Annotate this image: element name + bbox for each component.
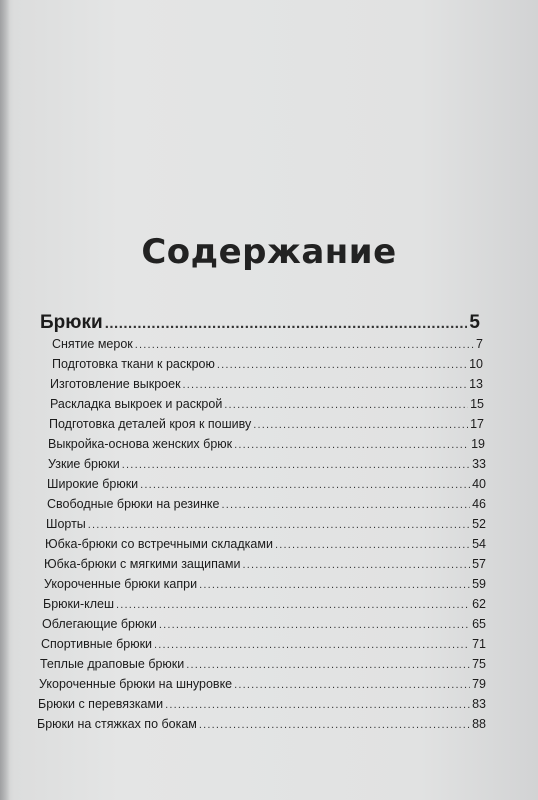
toc-entry: [43, 597, 486, 611]
toc-entry-page: 52: [472, 517, 486, 531]
toc-entry: [39, 677, 486, 691]
toc-entry-label: Раскладка выкроек и раскрой: [50, 397, 223, 411]
toc-entry: [52, 337, 483, 351]
toc-entry-label: Укороченные брюки капри: [44, 577, 198, 591]
toc-entry-label: Узкие брюки: [48, 457, 120, 471]
toc-entry-page: 17: [470, 417, 484, 431]
toc-entry-label: Подготовка деталей кроя к пошиву: [49, 417, 252, 431]
toc-entry-page: 59: [472, 577, 486, 591]
toc-entry: [41, 637, 486, 651]
toc-entry: [42, 617, 486, 631]
toc-entry-page: 62: [472, 597, 486, 611]
toc-entry: [46, 517, 486, 531]
toc-entry-page: 10: [469, 357, 483, 371]
toc-leader-dots: [275, 539, 470, 551]
toc-leader-dots: [88, 519, 470, 531]
toc-entry-page: 57: [472, 557, 486, 571]
toc-leader-dots: [221, 499, 470, 511]
toc-entry: [50, 377, 483, 391]
toc-entry-label: Брюки с перевязками: [38, 697, 164, 711]
toc-entry-label: Брюки-клеш: [43, 597, 115, 611]
toc-leader-dots: [234, 679, 470, 691]
toc-entry-label: Брюки на стяжках по бокам: [37, 717, 197, 731]
toc-entry-label: Теплые драповые брюки: [40, 657, 185, 671]
toc-entry-page: 40: [472, 477, 486, 491]
toc-entry-label: Широкие брюки: [47, 477, 139, 491]
toc-leader-dots: [234, 439, 469, 451]
toc-entry: [44, 557, 486, 571]
toc-leader-dots: [116, 599, 470, 611]
toc-leader-dots: [217, 359, 467, 371]
toc-entry-page: 75: [472, 657, 486, 671]
toc-entry-page: 83: [472, 697, 486, 711]
toc-leader-dots: [183, 379, 468, 391]
toc-entry: [48, 457, 486, 471]
toc-entry-label: Свободные брюки на резинке: [47, 497, 220, 511]
toc-entry-page: 71: [472, 637, 486, 651]
toc-entry-page: 79: [472, 677, 486, 691]
toc-entry-page: 19: [471, 437, 485, 451]
page-title: Содержание: [141, 232, 397, 272]
toc-section-page: 5: [469, 312, 480, 333]
toc-entry-label: Подготовка ткани к раскрою: [52, 357, 215, 371]
toc-entry-label: Юбка-брюки со встречными складками: [45, 537, 273, 551]
toc-entry-label: Шорты: [46, 517, 86, 531]
toc-leader-dots: [165, 699, 470, 711]
toc-entry-label: Изготовление выкроек: [50, 377, 181, 391]
toc-section-label: Брюки: [40, 312, 103, 333]
toc-leader-dots: [242, 559, 470, 571]
toc-section-row: [40, 312, 480, 334]
toc-entry-page: 54: [472, 537, 486, 551]
toc-entry: [44, 577, 486, 591]
toc-leader-dots: [186, 659, 470, 671]
toc-entry: [40, 657, 486, 671]
toc-leader-dots: [122, 459, 470, 471]
toc-entry: [38, 697, 486, 711]
toc-leader-dots: [199, 719, 470, 731]
toc-leader-dots: [140, 479, 470, 491]
toc-entry-page: 65: [472, 617, 486, 631]
toc-leader-dots: [224, 399, 468, 411]
toc-entry-page: 88: [472, 717, 486, 731]
toc-entry: [49, 417, 484, 431]
toc-entry-page: 7: [476, 337, 483, 351]
toc-entry-page: 13: [469, 377, 483, 391]
toc-leader-dots: [253, 419, 468, 431]
toc-entry: [48, 437, 485, 451]
toc-entry-label: Выкройка-основа женских брюк: [48, 437, 233, 451]
toc-leader-dots: [199, 579, 470, 591]
toc-leader-dots: [105, 315, 468, 332]
toc-leader-dots: [154, 639, 470, 651]
toc-entry: [47, 497, 486, 511]
toc-entry-label: Юбка-брюки с мягкими защипами: [44, 557, 241, 571]
toc-entry: [50, 397, 484, 411]
toc-entry-label: Укороченные брюки на шнуровке: [39, 677, 233, 691]
toc-leader-dots: [135, 339, 474, 351]
toc-entry: [47, 477, 486, 491]
toc-entry-page: 46: [472, 497, 486, 511]
toc-entry-label: Снятие мерок: [52, 337, 133, 351]
toc-entry-page: 15: [470, 397, 484, 411]
toc-leader-dots: [159, 619, 470, 631]
toc-entry: [52, 357, 483, 371]
toc-entry: [45, 537, 486, 551]
toc-entry-label: Спортивные брюки: [41, 637, 153, 651]
toc-entry-label: Облегающие брюки: [42, 617, 157, 631]
toc-entry: [37, 717, 486, 731]
toc-entry-page: 33: [472, 457, 486, 471]
